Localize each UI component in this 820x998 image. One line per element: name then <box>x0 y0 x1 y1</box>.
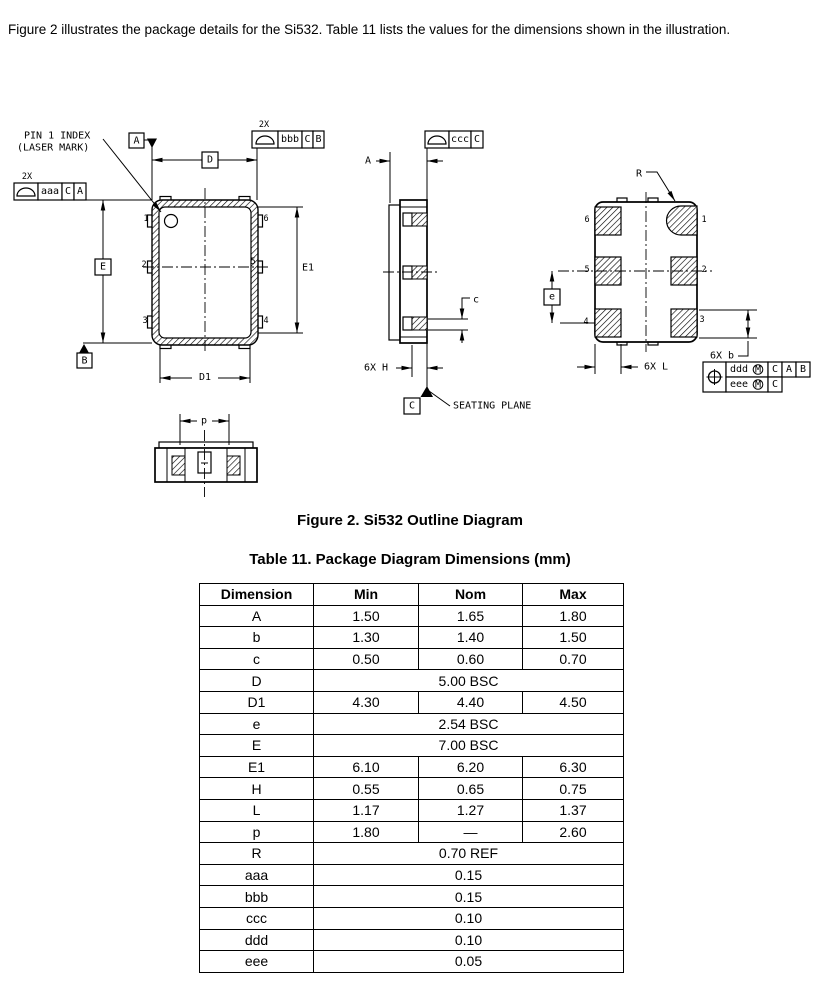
datum-c-ref: C <box>473 134 481 145</box>
dim-l-label: 6X L <box>643 361 669 373</box>
fcf-ccc <box>425 131 483 148</box>
value-span-cell: 0.10 <box>314 907 624 929</box>
table-row <box>200 713 624 735</box>
datum-b-ref: B <box>799 364 807 375</box>
table-row <box>200 627 624 649</box>
dimension-cell: E <box>200 735 314 757</box>
lid <box>389 205 400 340</box>
table-row <box>200 886 624 908</box>
outline-diagram <box>0 110 820 505</box>
fcf-bbb <box>252 120 324 148</box>
max-cell: 4.50 <box>523 691 624 713</box>
table-row <box>200 670 624 692</box>
table-row <box>200 648 624 670</box>
table-row <box>200 799 624 821</box>
datum-a-label: A <box>133 135 140 147</box>
dimension-cell: E1 <box>200 756 314 778</box>
max-cell: 2.60 <box>523 821 624 843</box>
dim-c-label: c <box>472 294 480 306</box>
dimension-cell: A <box>200 605 314 627</box>
datum-c-ref: C <box>304 134 311 145</box>
fcf-aaa <box>14 172 86 200</box>
dimension-cell: L <box>200 799 314 821</box>
max-cell: 1.37 <box>523 799 624 821</box>
end-pad <box>172 456 185 475</box>
dimension-cell: H <box>200 778 314 800</box>
mmc-m-label: M <box>754 379 762 391</box>
dimension-cell: R <box>200 843 314 865</box>
dim-e-label: e <box>548 291 556 303</box>
pin-number: 4 <box>263 316 269 326</box>
dimension-cell: eee <box>200 951 314 973</box>
table-title: Table 11. Package Diagram Dimensions (mm) <box>249 551 571 568</box>
dimensions-table <box>199 583 624 973</box>
qty-2x-label: 2X <box>258 120 270 130</box>
table-row <box>200 843 624 865</box>
value-span-cell: 0.10 <box>314 929 624 951</box>
intro-paragraph: Figure 2 illustrates the package details for the Si532. Table 11 lists the values for the dimensions shown in the illustration. <box>8 21 731 37</box>
dimension-cell: aaa <box>200 864 314 886</box>
pin1-index-label: PIN 1 INDEX <box>24 130 91 142</box>
pin-number: 6 <box>584 215 590 225</box>
datum-c-triangle <box>421 386 434 397</box>
max-cell: 0.70 <box>523 648 624 670</box>
tol-bbb-label: bbb <box>280 134 300 145</box>
nom-cell: 6.20 <box>419 756 523 778</box>
dim-c-elbow <box>462 298 470 301</box>
nom-cell: 0.65 <box>419 778 523 800</box>
header-nom: Nom <box>419 584 523 606</box>
nom-cell: 4.40 <box>419 691 523 713</box>
dim-d-label: D <box>206 154 214 166</box>
nom-cell: 1.27 <box>419 799 523 821</box>
dim-a-label: A <box>364 155 372 167</box>
datum-c-ref: C <box>64 186 72 197</box>
tol-eee-label: eee <box>729 379 749 390</box>
end-pad <box>227 456 240 475</box>
pin1-rounded-pad <box>667 206 697 235</box>
seating-plane-label: SEATING PLANE <box>453 400 532 412</box>
dimension-cell: ddd <box>200 929 314 951</box>
dim-p-label: p <box>200 415 208 427</box>
table-row <box>200 735 624 757</box>
tol-ddd-label: ddd <box>729 364 749 375</box>
figure-caption: Figure 2. Si532 Outline Diagram <box>297 512 523 529</box>
dim-d1-label: D1 <box>198 372 212 383</box>
table-row <box>200 756 624 778</box>
table-row <box>200 864 624 886</box>
table-row <box>200 778 624 800</box>
table-header-row <box>200 584 624 606</box>
dim-b-elbow <box>738 341 748 356</box>
side-view <box>364 131 531 414</box>
nom-cell: — <box>419 821 523 843</box>
pin-number: 4 <box>583 317 589 327</box>
datum-c-ref: C <box>771 379 779 390</box>
pin-number: 1 <box>143 214 149 224</box>
tol-aaa-label: aaa <box>40 186 60 197</box>
pin1-index-mark <box>165 215 178 228</box>
pin-number: 5 <box>250 257 256 267</box>
table-row <box>200 691 624 713</box>
min-cell: 1.50 <box>314 605 419 627</box>
dimension-cell: p <box>200 821 314 843</box>
min-cell: 0.55 <box>314 778 419 800</box>
value-span-cell: 5.00 BSC <box>314 670 624 692</box>
value-span-cell: 7.00 BSC <box>314 735 624 757</box>
pin-number: 2 <box>701 265 707 275</box>
value-span-cell: 0.15 <box>314 864 624 886</box>
pin-number: 1 <box>701 215 707 225</box>
datum-b-triangle <box>79 344 89 353</box>
dim-r-label: R <box>635 168 643 180</box>
max-cell: 1.80 <box>523 605 624 627</box>
min-cell: 1.80 <box>314 821 419 843</box>
max-cell: 1.50 <box>523 627 624 649</box>
pin-number: 5 <box>584 265 590 275</box>
header-dimension: Dimension <box>200 584 314 606</box>
fcf-position <box>703 362 810 392</box>
max-cell: 6.30 <box>523 756 624 778</box>
table-row <box>200 929 624 951</box>
datum-b-ref: B <box>315 134 322 145</box>
dim-h-label: 6X H <box>363 362 389 374</box>
pin-number: 3 <box>142 316 148 326</box>
dimension-cell: ccc <box>200 907 314 929</box>
end-lid <box>159 442 253 448</box>
header-min: Min <box>314 584 419 606</box>
pin-number: 2 <box>141 260 147 270</box>
nom-cell: 1.40 <box>419 627 523 649</box>
mmc-m-label: M <box>754 364 762 376</box>
dimension-cell: b <box>200 627 314 649</box>
dimension-cell: bbb <box>200 886 314 908</box>
table-row <box>200 907 624 929</box>
max-cell: 0.75 <box>523 778 624 800</box>
pin-number: 3 <box>699 315 705 325</box>
top-view <box>14 120 324 384</box>
seating-plane-leader <box>429 391 450 406</box>
min-cell: 6.10 <box>314 756 419 778</box>
dimension-cell: D1 <box>200 691 314 713</box>
datum-b-label: B <box>81 355 88 367</box>
min-cell: 1.17 <box>314 799 419 821</box>
header-max: Max <box>523 584 624 606</box>
dim-e1-label: E1 <box>301 262 315 274</box>
datum-a-ref: A <box>785 364 793 375</box>
min-cell: 4.30 <box>314 691 419 713</box>
nom-cell: 0.60 <box>419 648 523 670</box>
laser-mark-label: (LASER MARK) <box>17 142 90 154</box>
dimension-cell: c <box>200 648 314 670</box>
value-span-cell: 2.54 BSC <box>314 713 624 735</box>
tol-ccc-label: ccc <box>450 134 470 145</box>
nom-cell: 1.65 <box>419 605 523 627</box>
table-row <box>200 951 624 973</box>
min-cell: 1.30 <box>314 627 419 649</box>
pin-number: 6 <box>263 214 269 224</box>
dimension-cell: e <box>200 713 314 735</box>
min-cell: 0.50 <box>314 648 419 670</box>
bottom-view <box>544 169 810 393</box>
value-span-cell: 0.70 REF <box>314 843 624 865</box>
end-view <box>155 414 257 497</box>
dim-r-leader <box>646 172 675 201</box>
datum-a-ref: A <box>76 186 84 197</box>
table-row <box>200 605 624 627</box>
value-span-cell: 0.05 <box>314 951 624 973</box>
datum-c-ref: C <box>771 364 779 375</box>
table-row <box>200 821 624 843</box>
value-span-cell: 0.15 <box>314 886 624 908</box>
datum-c-label: C <box>408 400 416 412</box>
dim-e-label: E <box>99 261 107 273</box>
dimension-cell: D <box>200 670 314 692</box>
dim-b-label: 6X b <box>709 350 735 362</box>
qty-2x-label: 2X <box>21 172 33 182</box>
